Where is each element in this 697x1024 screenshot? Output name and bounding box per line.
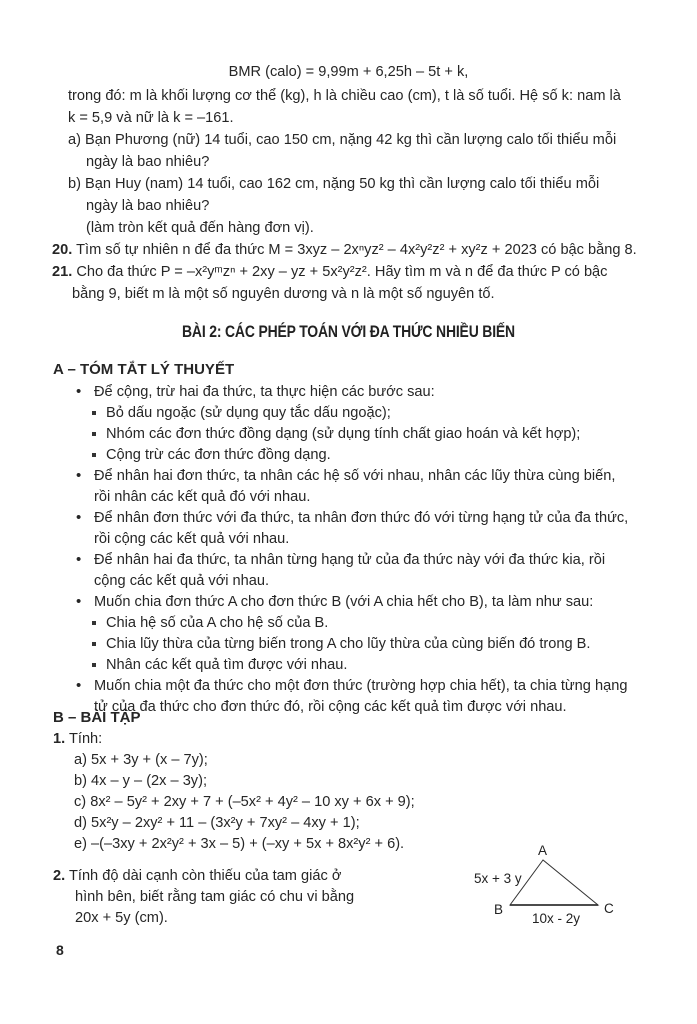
lesson-title: BÀI 2: CÁC PHÉP TOÁN VỚI ĐA THỨC NHIỀU BIẾN bbox=[182, 322, 515, 341]
q19b-line-2: ngày là bao nhiêu? bbox=[86, 198, 210, 214]
page-number: 8 bbox=[56, 942, 64, 958]
q19a-line-1: a) Bạn Phương (nữ) 14 tuổi, cao 150 cm, nặng 42 kg thì cần lượng calo tối thiểu mỗi bbox=[68, 132, 617, 148]
side-ab-label: 5x + 3 y bbox=[474, 871, 522, 886]
exercise-1d: d) 5x²y – 2xy² + 11 – (3x²y + 7xy² – 4xy + 1); bbox=[74, 815, 360, 831]
section-b-heading: B – BÀI TẬP bbox=[53, 709, 141, 726]
vertex-a-label: A bbox=[538, 843, 548, 858]
intro-line-1: trong đó: m là khối lượng cơ thể (kg), h là chiều cao (cm), t là số tuổi. Hệ số k: nam là bbox=[68, 88, 621, 104]
question-21-line-1: Cho đa thức P = –x²yᵐzⁿ + 2xy – yz + 5x²y²z². Hãy tìm m và n để đa thức P có bậc bbox=[76, 264, 608, 280]
theory-bullet-4-cont: cộng các kết quả với nhau. bbox=[94, 573, 270, 589]
exercise-1 bbox=[53, 729, 102, 749]
theory-bullet-1: • Để cộng, trừ hai đa thức, ta thực hiện các bước sau: bbox=[94, 382, 435, 402]
exercise-1e: e) –(–3xy + 2x²y² + 3x – 5) + (–xy + 5x + 8x²y² + 6). bbox=[74, 836, 405, 852]
theory-sub-3: Cộng trừ các đơn thức đồng dạng. bbox=[106, 447, 331, 463]
theory-bullet-2: • Để nhân hai đơn thức, ta nhân các hệ số với nhau, nhân các lũy thừa cùng biến, bbox=[94, 466, 615, 486]
exercise-2-line-2: hình bên, biết rằng tam giác có chu vi bằng bbox=[75, 889, 355, 905]
exercise-1a: a) 5x + 3y + (x – 7y); bbox=[74, 752, 208, 768]
theory-sub-4: Chia hệ số của A cho hệ số của B. bbox=[106, 615, 329, 631]
intro-line-2: k = 5,9 và nữ là k = –161. bbox=[68, 110, 234, 126]
question-21 bbox=[52, 262, 607, 282]
vertex-b-label: B bbox=[494, 902, 504, 917]
theory-sub-1: Bỏ dấu ngoặc (sử dụng quy tắc dấu ngoặc); bbox=[106, 405, 391, 421]
section-a-heading: A – TÓM TẮT LÝ THUYẾT bbox=[53, 361, 235, 378]
theory-bullet-3-cont: rồi cộng các kết quả với nhau. bbox=[94, 531, 290, 547]
question-20-number: 20. bbox=[52, 242, 73, 258]
theory-sub-5: Chia lũy thừa của từng biến trong A cho lũy thừa của cùng biến đó trong B. bbox=[106, 636, 591, 652]
q19-note: (làm tròn kết quả đến hàng đơn vị). bbox=[86, 220, 314, 236]
theory-sub-6: Nhân các kết quả tìm được với nhau. bbox=[106, 657, 348, 673]
exercise-2-number: 2. bbox=[53, 868, 66, 884]
exercise-2-line-3: 20x + 5y (cm). bbox=[75, 910, 168, 926]
theory-bullet-6: • Muốn chia một đa thức cho một đơn thức (trường hợp chia hết), ta chia từng hạng bbox=[94, 676, 627, 696]
exercise-2 bbox=[53, 866, 341, 886]
exercise-1b: b) 4x – y – (2x – 3y); bbox=[74, 773, 208, 789]
question-20 bbox=[52, 240, 637, 260]
question-21-number: 21. bbox=[52, 264, 73, 280]
q19a-line-2: ngày là bao nhiêu? bbox=[86, 154, 210, 170]
triangle-figure bbox=[460, 835, 640, 935]
exercise-1c: c) 8x² – 5y² + 2xy + 7 + (–5x² + 4y² – 10 xy + 6x + 9); bbox=[74, 794, 415, 810]
bmr-formula: BMR (calo) = 9,99m + 6,25h – 5t + k, bbox=[228, 64, 469, 80]
exercise-2-line-1: Tính độ dài cạnh còn thiếu của tam giác ở bbox=[68, 868, 342, 884]
theory-bullet-2-cont: rồi nhân các kết quả đó với nhau. bbox=[94, 489, 311, 505]
theory-bullet-5: • Muốn chia đơn thức A cho đơn thức B (với A chia hết cho B), ta làm như sau: bbox=[94, 592, 593, 612]
exercise-1-number: 1. bbox=[53, 731, 66, 747]
exercise-1-label: Tính: bbox=[68, 731, 103, 747]
side-bc-label: 10x - 2y bbox=[532, 911, 581, 926]
question-20-text: Tìm số tự nhiên n để đa thức M = 3xyz – 2xⁿyz² – 4x²y²z² + xy²z + 2023 có bậc bằng 8. bbox=[76, 242, 637, 258]
vertex-c-label: C bbox=[604, 901, 614, 916]
theory-sub-2: Nhóm các đơn thức đồng dạng (sử dụng tính chất giao hoán và kết hợp); bbox=[106, 426, 581, 442]
theory-bullet-6-cont: tử của đa thức cho đơn thức đó, rồi cộng các kết quả tìm được với nhau. bbox=[94, 699, 567, 715]
question-21-line-2: bằng 9, biết m là một số nguyên dương và n là một số nguyên tố. bbox=[72, 286, 495, 302]
theory-bullet-4: • Để nhân hai đa thức, ta nhân từng hạng tử của đa thức này với đa thức kia, rồi bbox=[94, 550, 605, 570]
q19b-line-1: b) Bạn Huy (nam) 14 tuổi, cao 162 cm, nặng 50 kg thì cần lượng calo tối thiểu mỗi bbox=[68, 176, 600, 192]
theory-bullet-3: • Để nhân đơn thức với đa thức, ta nhân đơn thức đó với từng hạng tử của đa thức, bbox=[94, 508, 628, 528]
triangle-shape bbox=[510, 860, 598, 905]
